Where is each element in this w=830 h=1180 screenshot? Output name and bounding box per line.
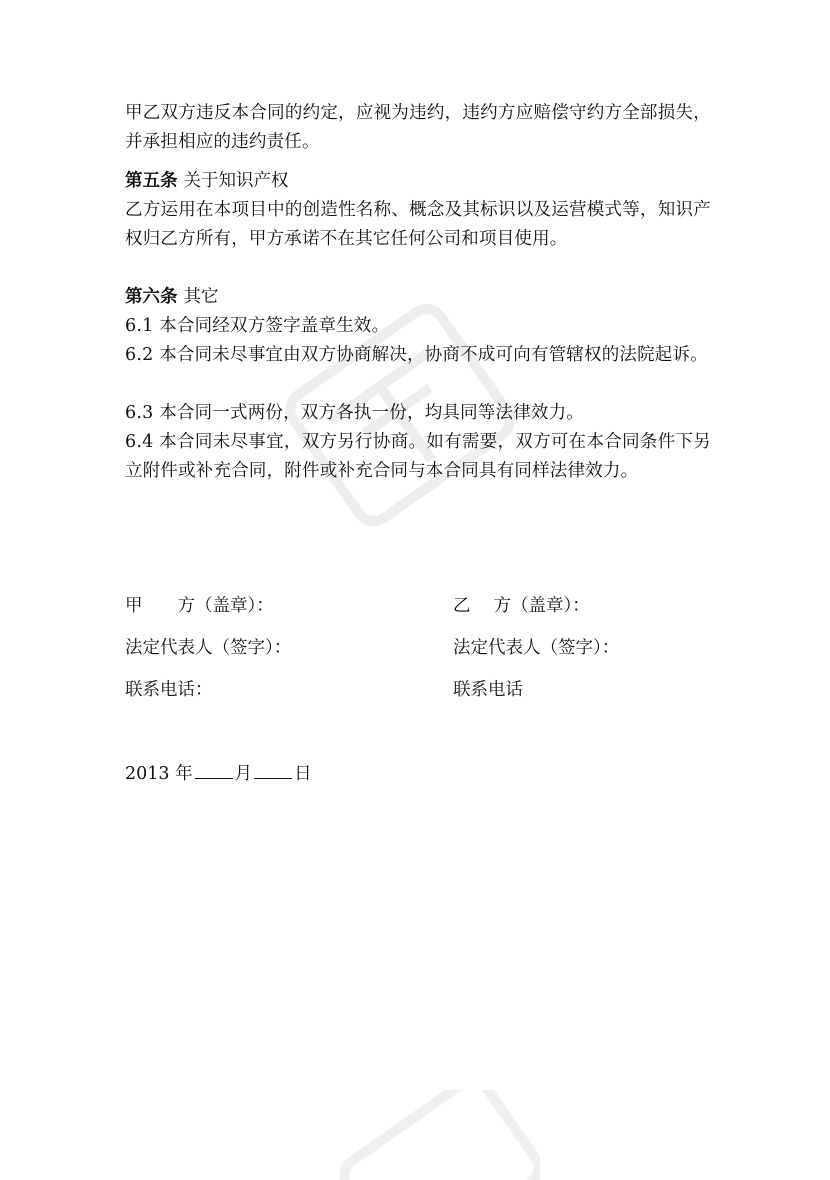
signing-date (125, 760, 312, 789)
clause-6-4: 6.4 本合同未尽事宜，双方另行协商。如有需要，双方可在本合同条件下另立附件或补充合同，附件或补充合同与本合同具有同样法律效力。 (125, 432, 711, 481)
article-5-body: 乙方运用在本项目中的创造性名称、概念及其标识以及运营模式等，知识产权归乙方所有，甲方承诺不在其它任何公司和项目使用。 (125, 200, 711, 249)
watermark-logo-bottom-icon (300, 1090, 540, 1180)
party-a-rep-label: 法定代表人（签字）： (125, 638, 292, 658)
clause-6-1: 6.1 本合同经双方签字盖章生效。 (125, 316, 390, 336)
party-b-phone-label: 联系电话 (453, 680, 523, 700)
party-a-phone-label: 联系电话： (125, 680, 213, 700)
party-b-rep-label: 法定代表人（签字）： (453, 638, 620, 658)
month-blank-line (195, 760, 233, 779)
date-day: 日 (294, 764, 312, 784)
date-year: 2013 年 (125, 764, 193, 784)
party-a-seal-label: 甲 方（盖章）： (125, 596, 274, 616)
day-blank-line (254, 760, 292, 779)
clause-6-2: 6.2 本合同未尽事宜由双方协商解决，协商不成可向有管辖权的法院起诉。 (125, 345, 708, 365)
article-6-title: 其它 (183, 287, 219, 307)
clause-6-3: 6.3 本合同一式两份，双方各执一份，均具同等法律效力。 (125, 403, 584, 423)
article-5-title: 关于知识产权 (183, 171, 289, 191)
article-5-heading (125, 167, 711, 196)
article-6-number: 第六条 (125, 287, 178, 307)
breach-paragraph: 甲乙双方违反本合同的约定，应视为违约，违约方应赔偿守约方全部损失，并承担相应的违约责任。 (125, 103, 711, 152)
article-5-number: 第五条 (125, 171, 178, 191)
date-month: 月 (234, 764, 253, 784)
article-6-heading (125, 283, 711, 312)
party-b-seal-label: 乙 方（盖章）： (453, 596, 590, 616)
